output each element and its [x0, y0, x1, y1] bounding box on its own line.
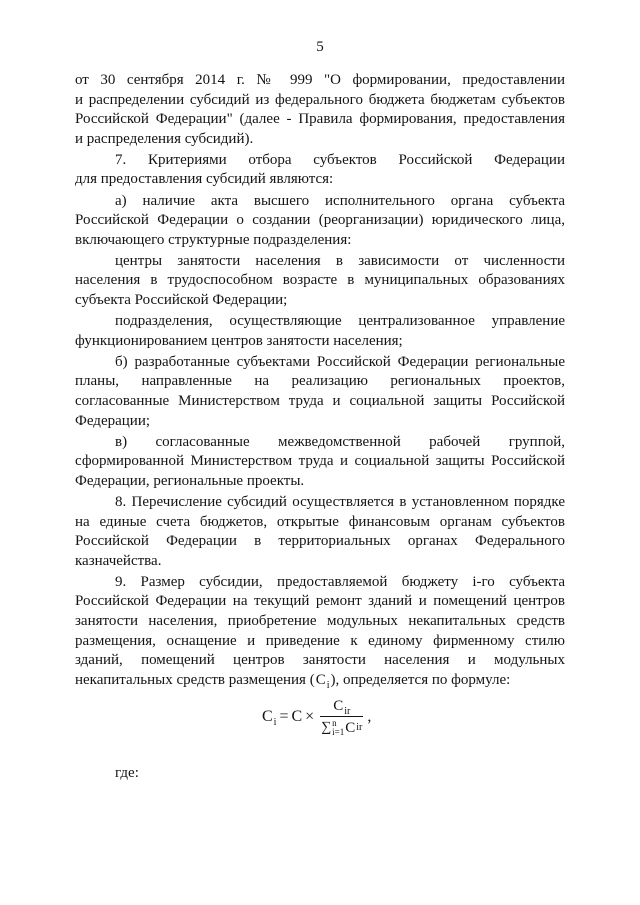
formula-fraction — [320, 698, 363, 737]
formula-factor: C — [291, 708, 303, 725]
text-line: занятости населения, приобретение модульных некапитальных средств — [75, 613, 565, 630]
line-text: ), определяется по формуле: — [330, 671, 511, 688]
text-line: согласованные Министерством труда и социальной защиты Российской — [75, 393, 565, 409]
text-line: б) разработанные субъектами Российской Федерации региональные — [115, 353, 565, 370]
text-line: Российской Федерации о создании (реорганизации) юридического лица, — [75, 212, 565, 229]
text-line: для предоставления субсидий являются: — [75, 171, 334, 188]
paragraph — [75, 71, 565, 149]
text-line: Российской Федерации на текущий ремонт зданий и помещений центров — [75, 593, 565, 610]
text-line: а) наличие акта высшего исполнительного органа субъекта — [115, 192, 565, 209]
text-line: зданий, помещений центров занятости населения и модульных — [75, 652, 565, 669]
document-body — [75, 71, 565, 690]
text-line: Российской Федерации" (далее - Правила формирования, предоставления — [75, 111, 565, 128]
inline-formula-symbol: C — [315, 671, 326, 688]
paragraph — [75, 493, 565, 571]
text-line — [75, 671, 565, 691]
formula-times-sign: × — [305, 708, 315, 725]
text-line: размещения, оснащение и приведение к единому фирменному стилю — [75, 632, 565, 649]
paragraph — [75, 573, 565, 691]
formula-numerator-symbol: C — [333, 697, 344, 714]
paragraph — [75, 192, 565, 251]
line-text: некапитальных средств размещения ( — [75, 671, 315, 688]
paragraph — [75, 252, 565, 311]
paragraph — [75, 312, 565, 351]
formula-denominator-symbol: C — [345, 719, 356, 736]
text-line: функционированием центров занятости населения; — [75, 332, 403, 349]
text-line: и распределении субсидий из федерального бюджета бюджетам субъектов — [75, 91, 565, 108]
text-line: 9. Размер субсидии, предоставляемой бюджету i-го субъекта — [115, 573, 565, 590]
formula — [262, 694, 371, 740]
text-line: Федерации; — [75, 412, 151, 429]
text-line: сформированной Министерством труда и социальной защиты Российской — [75, 453, 565, 470]
paragraph — [75, 151, 565, 190]
text-line: в) согласованные межведомственной рабочей группой, — [115, 433, 565, 450]
formula-lhs-subscript: i — [273, 717, 277, 729]
inline-formula-ci — [315, 671, 330, 691]
text-line: Российской Федерации в территориальных органах Федерального — [75, 533, 565, 550]
text-line: 8. Перечисление субсидий осуществляется в установленном порядке — [115, 493, 565, 510]
text-line: включающего структурные подразделения: — [75, 231, 352, 248]
text-line: от 30 сентября 2014 г. № 999 "О формировании, предоставлении — [75, 72, 565, 88]
text-line: 7. Критериями отбора субъектов Российской Федерации — [115, 151, 565, 168]
formula-denominator: ∑ n i=1 C ir — [321, 717, 363, 737]
text-line: казначейства. — [75, 552, 162, 569]
summation-lower-limit: i=1 — [332, 726, 345, 737]
formula-lhs-symbol: C — [262, 708, 273, 725]
formula-lhs — [262, 708, 277, 729]
summation-limits — [332, 719, 344, 737]
inline-formula-subscript: i — [326, 679, 330, 691]
summation-upper-limit: n — [332, 717, 337, 728]
text-line: планы, направленные на реализацию региональных проектов, — [75, 373, 565, 390]
formula-trailing-comma: , — [367, 708, 372, 725]
text-line: на единые счета бюджетов, открытые финансовым органам субъектов — [75, 513, 565, 530]
formula-equals-sign: = — [279, 708, 289, 725]
page-number: 5 — [316, 39, 324, 55]
paragraph — [75, 353, 565, 431]
text-line: и распределения субсидий). — [75, 130, 254, 147]
formula-numerator-subscript: ir — [344, 705, 351, 717]
where-label: где: — [115, 765, 139, 781]
text-line: населения в трудоспособном возрасте в муниципальных образованиях — [75, 272, 565, 289]
text-line: Федерации, региональные проекты. — [75, 472, 305, 489]
text-line: центры занятости населения в зависимости от численности — [115, 252, 565, 269]
text-line: субъекта Российской Федерации; — [75, 292, 288, 309]
formula-numerator — [331, 698, 352, 716]
summation-icon: ∑ — [321, 719, 332, 735]
text-line: подразделения, осуществляющие централизованное управление — [115, 313, 565, 330]
paragraph — [75, 433, 565, 492]
